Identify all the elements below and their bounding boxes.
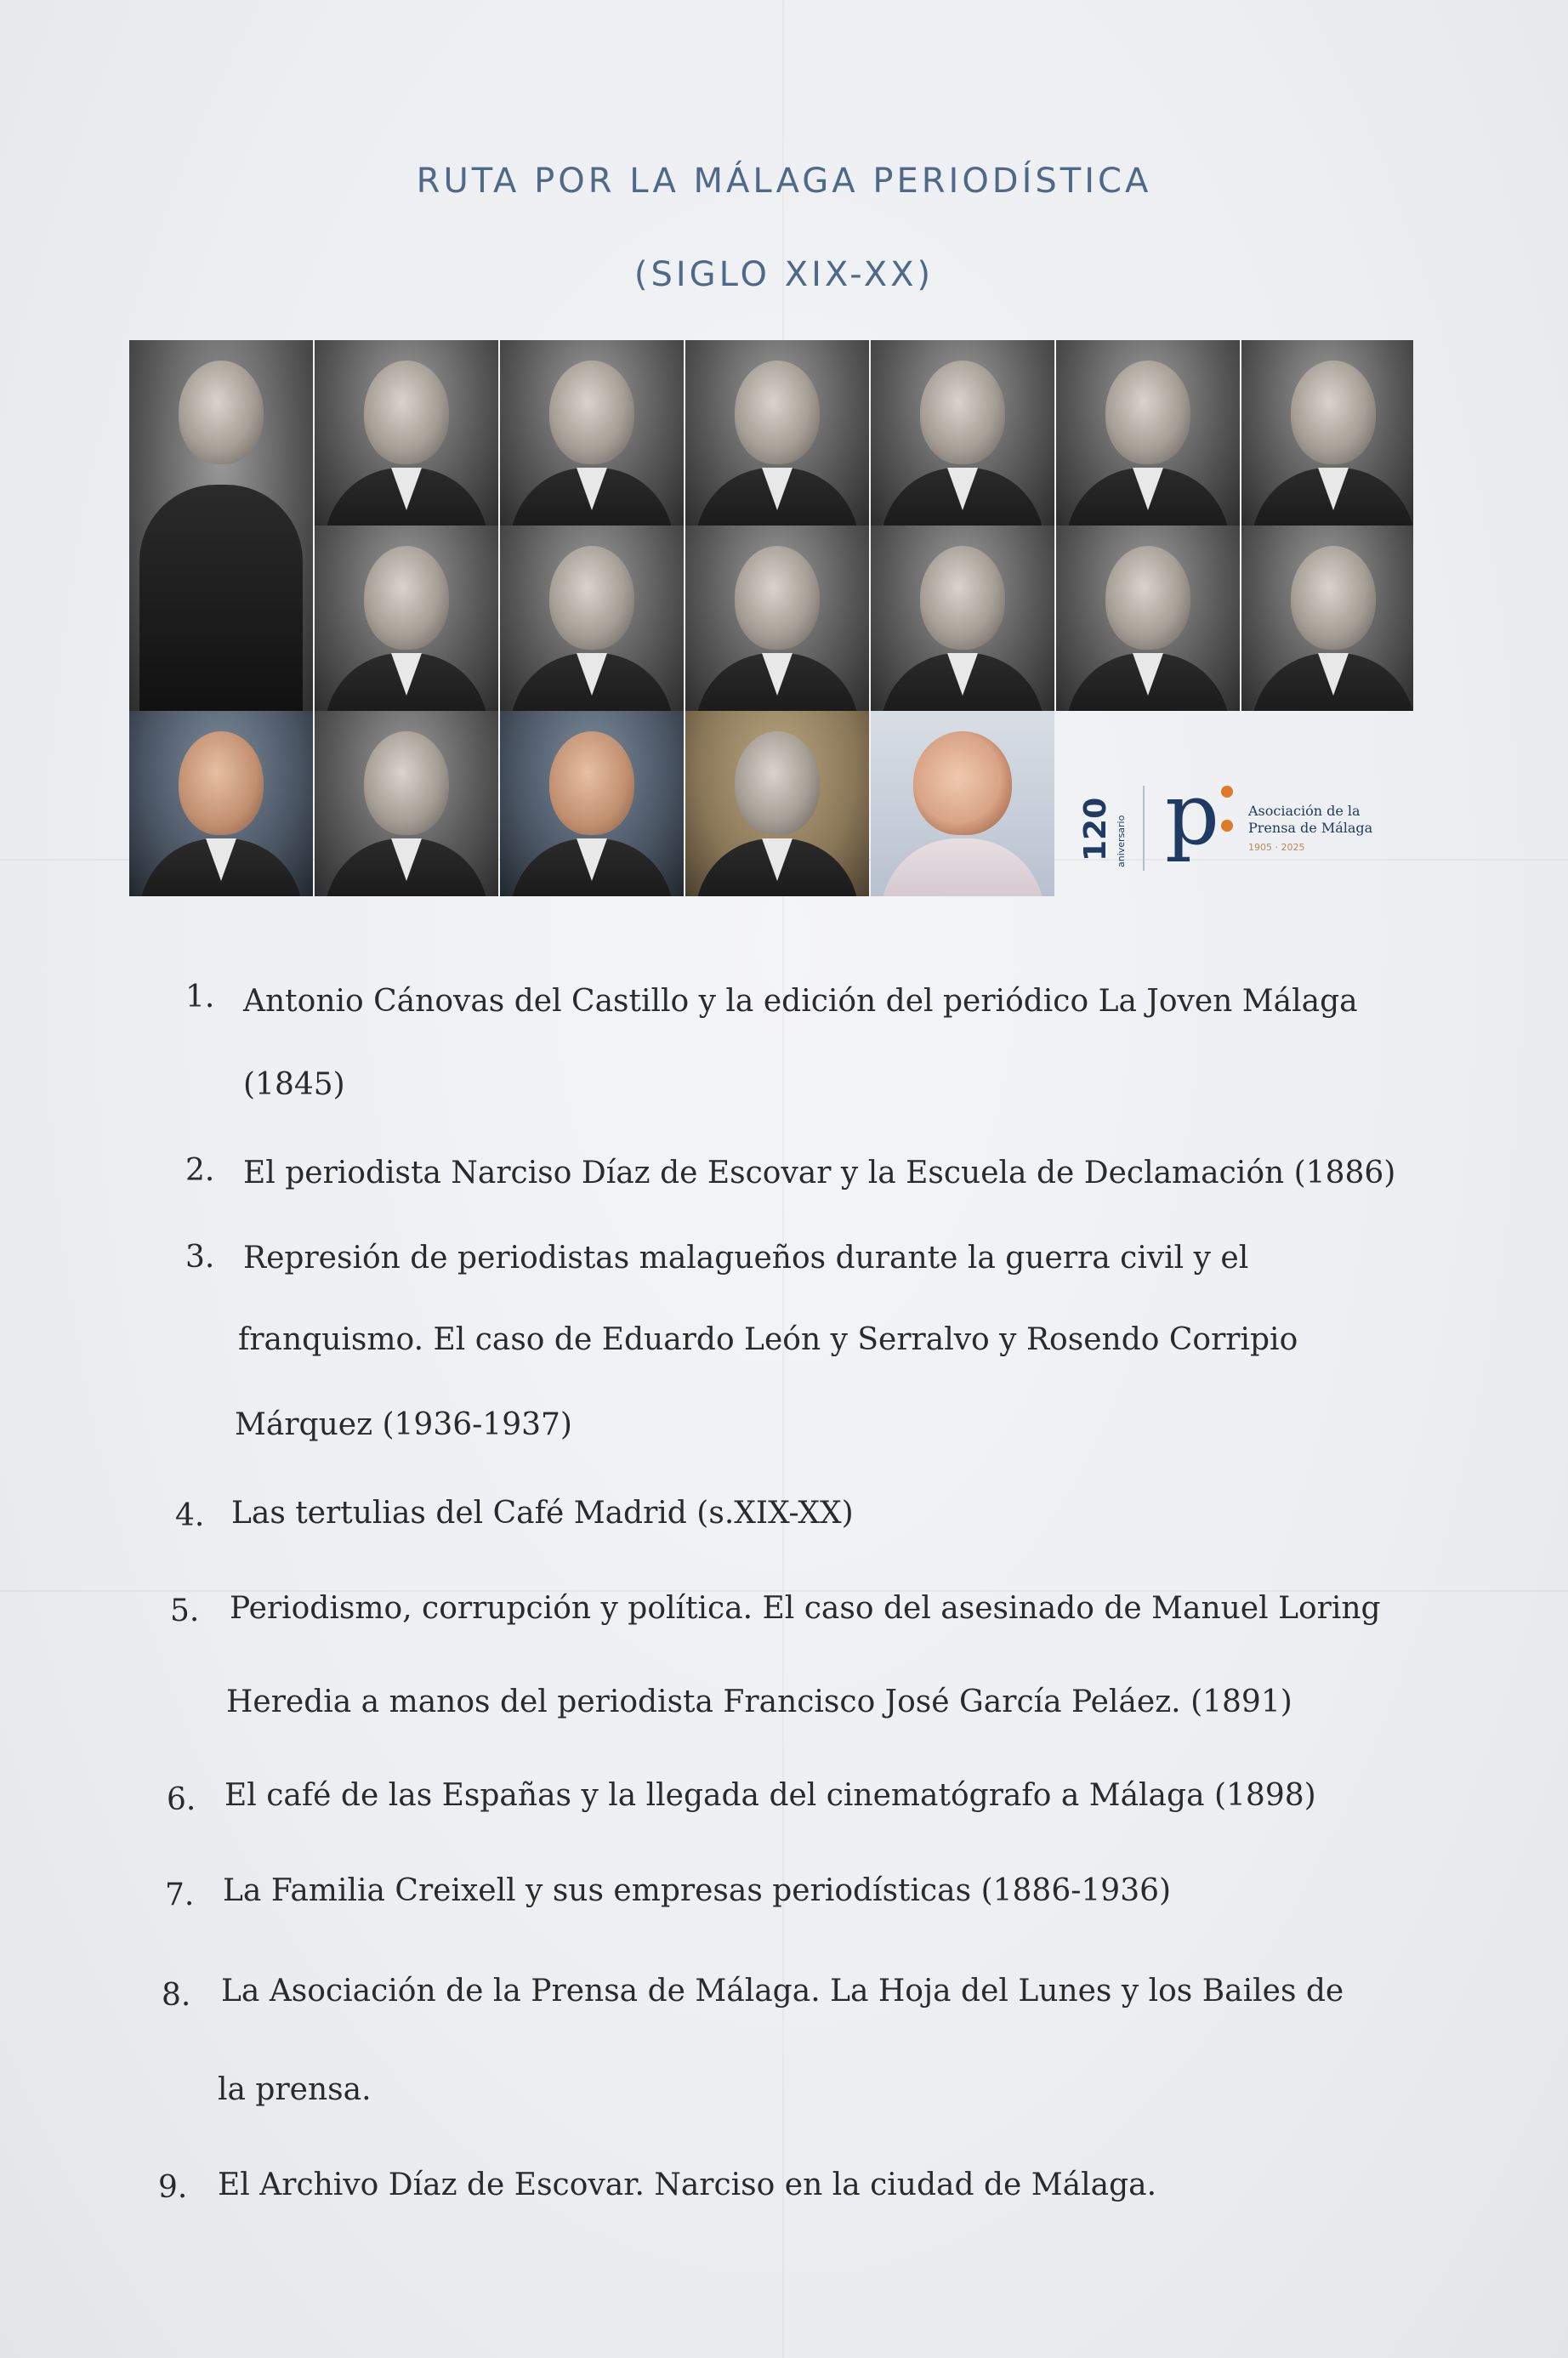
list-item-text: (1845): [243, 1067, 345, 1102]
list-item-text: El periodista Narciso Díaz de Escovar y la Escuela de Declamación (1886): [243, 1156, 1396, 1190]
list-number: 6.: [167, 1782, 196, 1817]
list-item-text: El Archivo Díaz de Escovar. Narciso en la ciudad de Málaga.: [218, 2168, 1157, 2202]
list-number: 5.: [170, 1594, 200, 1628]
page-title: RUTA POR LA MÁLAGA PERIODÍSTICA: [416, 162, 1152, 201]
list-item-text: Periodismo, corrupción y política. El caso del asesinado de Manuel Loring: [230, 1591, 1381, 1626]
portrait-photo: [871, 526, 1054, 711]
list-item-text: Heredia a manos del periodista Francisco José García Peláez. (1891): [226, 1685, 1292, 1719]
list-number: 4.: [175, 1498, 205, 1533]
portrait-photo: [1056, 340, 1240, 526]
list-number: 3.: [185, 1240, 215, 1275]
portrait-photo: [500, 340, 684, 526]
logo-letter: p: [1165, 764, 1220, 864]
portrait-photo: [500, 526, 684, 711]
portrait-photo: [1056, 526, 1240, 711]
list-item-text: Represión de periodistas malagueños durante la guerra civil y el: [243, 1241, 1249, 1276]
list-item-text: La Asociación de la Prensa de Málaga. La Hoja del Lunes y los Bailes de: [221, 1974, 1344, 2009]
portrait-photo: [871, 711, 1054, 896]
list-number: 7.: [165, 1878, 195, 1912]
list-number: 9.: [158, 2170, 188, 2205]
list-item-text: Antonio Cánovas del Castillo y la edición del periódico La Joven Málaga: [243, 984, 1358, 1019]
logo-dot: [1221, 820, 1233, 832]
logo-dot: [1221, 786, 1233, 798]
list-item-text: franquismo. El caso de Eduardo León y Serralvo y Rosendo Corripio: [238, 1322, 1298, 1357]
association-logo: [1078, 765, 1418, 884]
logo-name-line2: Prensa de Málaga: [1248, 820, 1373, 836]
portrait-photo: [129, 340, 313, 711]
logo-years: 1905 · 2025: [1248, 842, 1305, 853]
list-number: 1.: [185, 980, 215, 1014]
list-item-text: La Familia Creixell y sus empresas periodísticas (1886-1936): [223, 1873, 1172, 1908]
portrait-photo: [685, 711, 869, 896]
portrait-photo: [1241, 526, 1413, 711]
portrait-photo: [129, 711, 313, 896]
portrait-photo: [1241, 340, 1413, 526]
portrait-photo: [315, 711, 498, 896]
page-subtitle: (SIGLO XIX-XX): [633, 255, 935, 294]
list-item-text: la prensa.: [218, 2072, 372, 2107]
list-item-text: El café de las Españas y la llegada del cinematógrafo a Málaga (1898): [224, 1778, 1316, 1813]
logo-divider: [1143, 786, 1145, 871]
portrait-photo: [685, 340, 869, 526]
list-number: 2.: [185, 1153, 215, 1188]
list-item-text: Márquez (1936-1937): [235, 1407, 572, 1442]
list-number: 8.: [162, 1978, 191, 2013]
portrait-photo: [685, 526, 869, 711]
portrait-photo: [315, 526, 498, 711]
logo-120: 120: [1078, 797, 1113, 861]
logo-anniversary: aniversario: [1116, 815, 1127, 867]
list-item-text: Las tertulias del Café Madrid (s.XIX-XX): [231, 1496, 854, 1531]
portrait-photo: [500, 711, 684, 896]
portrait-photo: [315, 340, 498, 526]
portrait-photo: [871, 340, 1054, 526]
logo-name-line1: Asociación de la: [1248, 803, 1361, 819]
